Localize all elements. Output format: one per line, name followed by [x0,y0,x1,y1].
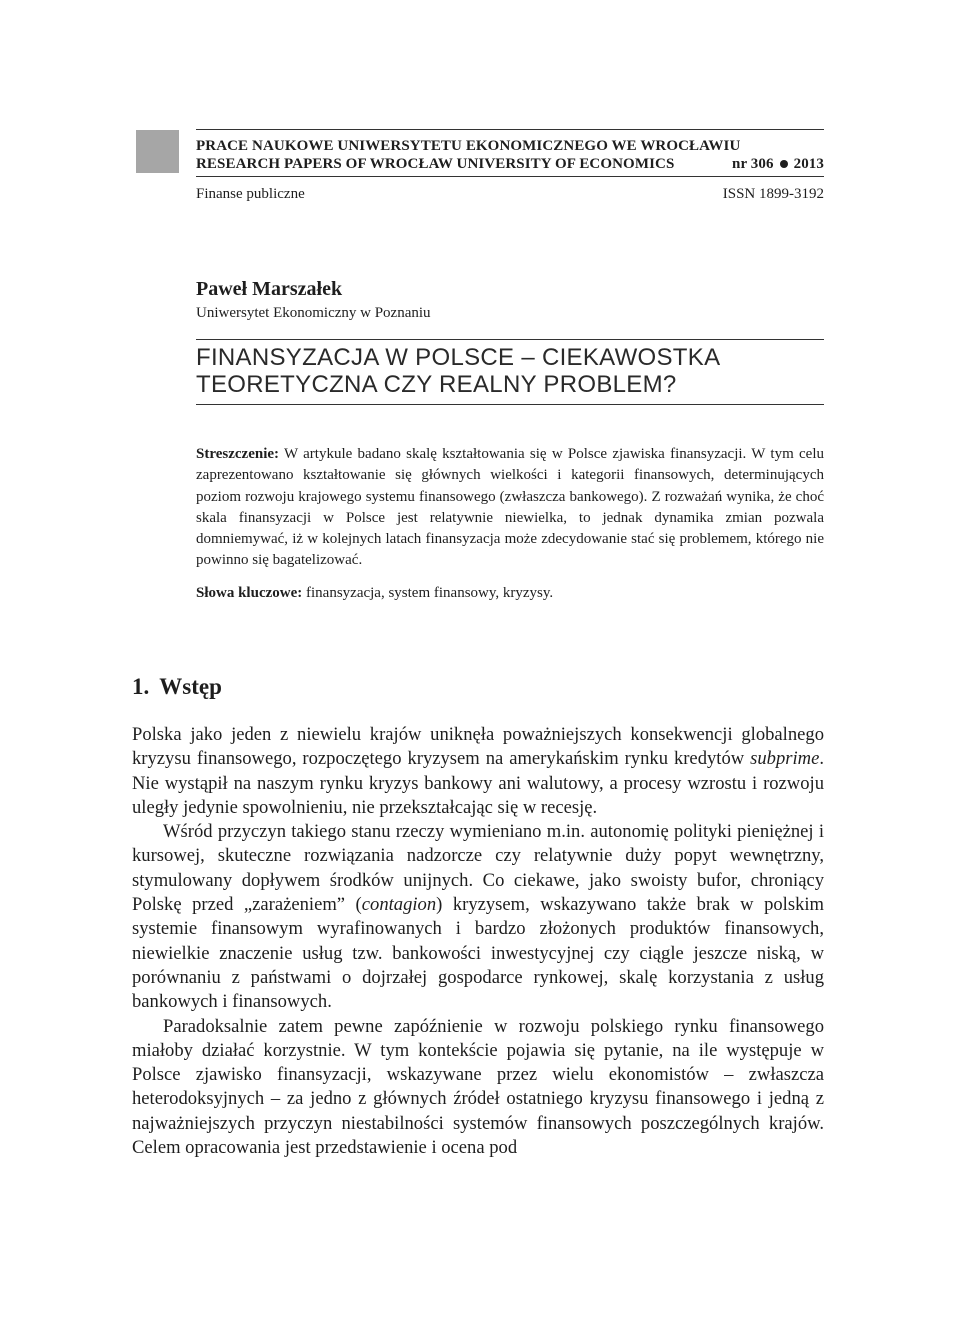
abstract [196,444,824,572]
header-rule [196,176,824,177]
paragraph-1-text-a: Polska jako jeden z niewielu krajów uniknęła poważniejszych konsekwencji globalnego kryzysu finansowego, rozpoczętego kryzysem na amerykańskim rynku kredytów [132,724,824,770]
paragraph-1-italic: subprime [750,748,820,770]
journal-name-english: RESEARCH PAPERS OF WROCŁAW UNIVERSITY OF ECONOMICS [196,156,675,172]
article-title [196,339,824,405]
keywords [196,583,824,604]
author-name: Paweł Marszałek [196,278,343,300]
journal-name-english-row [196,155,824,173]
section-heading [132,672,222,702]
keywords-text: finansyzacja, system finansowy, kryzysy. [306,585,554,601]
title-line-2: TEORETYCZNA CZY REALNY PROBLEM? [196,371,677,398]
title-line-1: FINANSYZACJA W POLSCE – CIEKAWOSTKA [196,344,721,371]
author-affiliation: Uniwersytet Ekonomiczny w Poznaniu [196,305,431,321]
journal-name-polish: PRACE NAUKOWE UNIWERSYTETU EKONOMICZNEGO WE WROCŁAWIU [196,138,741,154]
section-title: Wstęp [159,674,222,699]
paragraph-1 [132,723,824,820]
bullet-icon [780,160,788,168]
section-number: 1. [132,674,150,699]
paragraph-3: Paradoksalnie zatem pewne zapóźnienie w rozwoju polskiego rynku finansowego miałoby działać korzystnie. W tym kontekście pojawia się pytanie, na ile występuje w Polsce zjawisko finansyzacji, wskazywane przez wielu ekonomistów – zwłaszcza heterodoksyjnych – za jedno z głównych źródeł ostatniego kryzysu finansowego i jedną z najważniejszych przyczyn niestabilności systemów finansowych poszczególnych krajów. Celem opracowania jest przedstawienie i ocena pod [132,1015,824,1159]
issue-info [732,155,824,173]
keywords-label: Słowa kluczowe: [196,585,303,601]
series-name: Finanse publiczne [196,186,305,202]
paragraph-2-italic: contagion [361,894,437,916]
journal-header [196,129,824,177]
issn: ISSN 1899-3192 [722,186,824,202]
meta-row [196,184,824,204]
paragraph-2-text-a: Wśród przyczyn takiego stanu rzeczy wymieniano m.in. autonomię polityki pieniężnej i kursowej, skuteczne rozwiązania nadzorcze czy relatywnie duży popyt wewnętrzny, stymulowany dopływem środków unijnych. Co ciekawe, jako swoisty bufor, chroniący Polskę przed „zarażeniem” ( [132,821,824,916]
paragraph-2 [132,820,824,1014]
abstract-text: W artykule badano skalę kształtowania się w Polsce zjawiska finansyzacji. W tym celu zaprezentowano kształtowanie się głównych wielkości i kategorii finansowych, determinujących poziom rozwoju krajowego systemu finansowego (zwłaszcza bankowego). Z rozważań wynika, że choć skala finansyzacji w Polsce jest relatywnie niewielka, to jednak dynamika zmian pozwala domniemywać, iż w kolejnych latach finansyzacja może zdecydowanie stać się problemem, którego nie powinno się bagatelizować. [196,446,824,569]
abstract-label: Streszczenie: [196,446,280,462]
issue-number: nr 306 [732,156,774,172]
journal-logo-block [136,130,179,173]
body-text [132,723,824,1160]
paragraph-2-text-b: ) kryzysem, wskazywano także brak w polskim systemie finansowym wyrafinowanych i bardzo złożonych produktów finansowych, niewielkie znaczenie usług tzw. bankowości inwestycyjnej czy ciągle jeszcze niską, w porównaniu z państwami o dojrzałej gospodarce rynkowej, skalę korzystania z usług bankowych i finansowych. [132,894,824,1013]
issue-year: 2013 [793,156,824,172]
paragraph-1-text-b: . Nie wystąpił na naszym rynku kryzys bankowy ani walutowy, a procesy wzrostu i rozwoju uległy jedynie spowolnieniu, nie przekształcając się w recesję. [132,748,824,818]
